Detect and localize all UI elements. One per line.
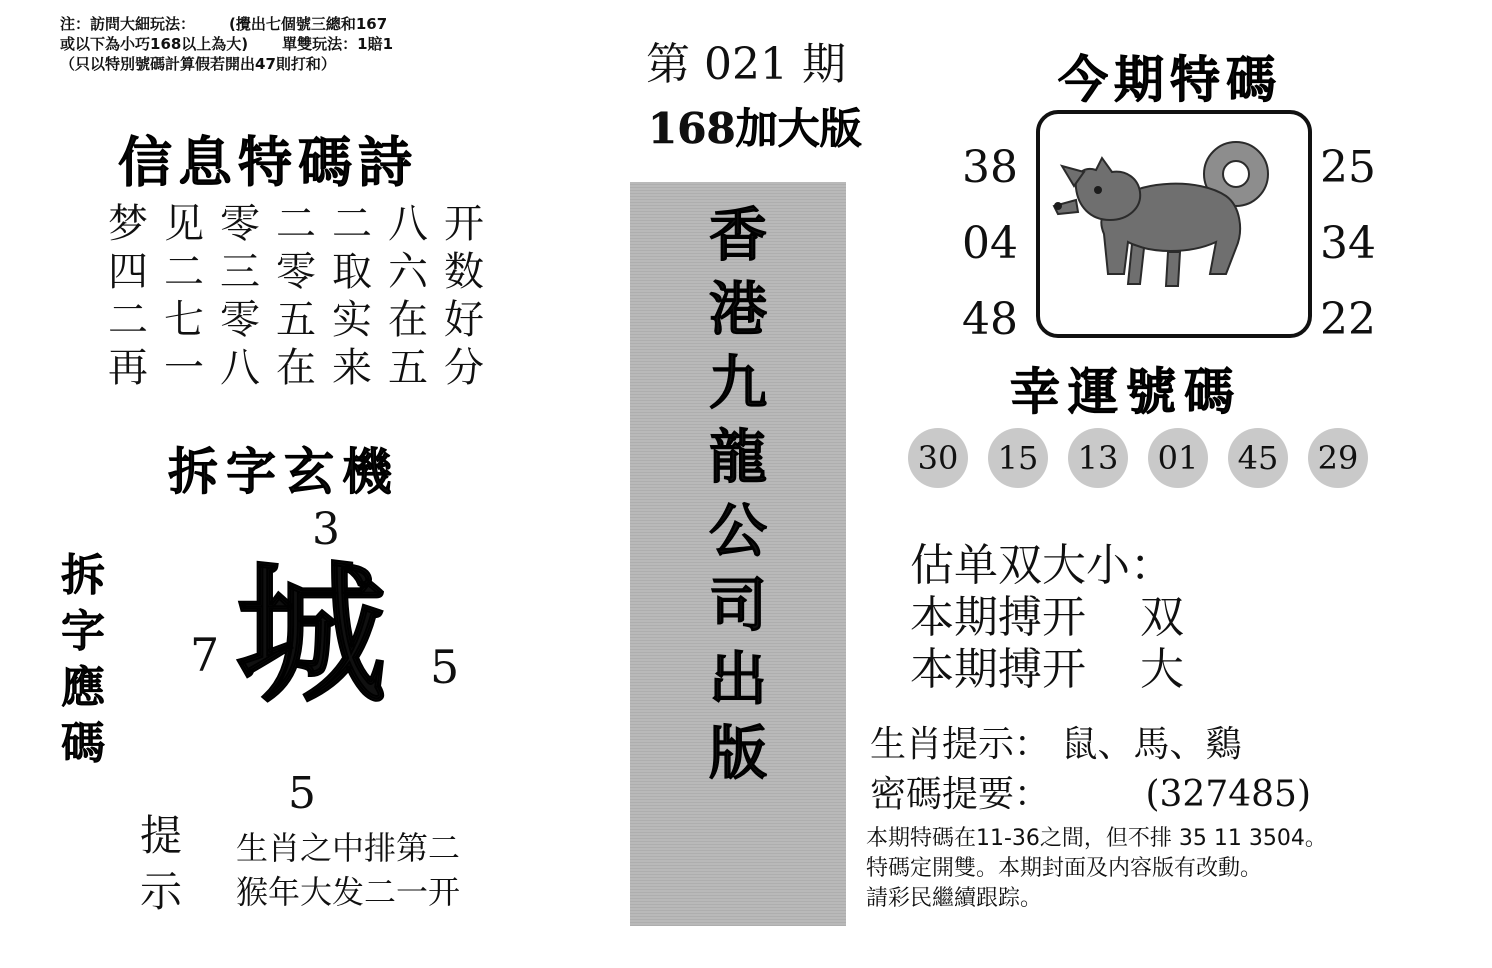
poem-column — [268, 200, 324, 392]
guess-line-3 — [910, 644, 1184, 696]
poem-char: 来 — [332, 345, 372, 391]
tema-number: 25 — [1320, 142, 1376, 193]
lucky-ball: 13 — [1068, 428, 1128, 488]
poem-char: 再 — [108, 345, 148, 391]
poem-char: 六 — [388, 249, 428, 295]
banner-char: 九 — [708, 349, 767, 417]
vertical-char: 字 — [61, 606, 105, 657]
chaizi-title: 拆字玄機 — [168, 442, 400, 501]
publisher-banner — [630, 182, 846, 926]
hint-label-char: 提 — [139, 811, 182, 860]
tema-left-numbers — [962, 130, 1018, 358]
chaizi-big-character: 城 — [236, 547, 387, 723]
note-line-2 — [60, 34, 580, 54]
lucky-ball: 29 — [1308, 428, 1368, 488]
lucky-numbers-title: 幸運號碼 — [1010, 362, 1242, 421]
zodiac-hint-label: 生肖提示： — [870, 724, 1051, 765]
poem-char: 五 — [276, 297, 316, 343]
tema-number: 48 — [962, 294, 1018, 345]
dog-icon — [1040, 114, 1300, 326]
vertical-char: 碼 — [61, 718, 105, 769]
banner-char: 版 — [708, 719, 767, 787]
hint-label — [126, 808, 196, 920]
banner-char: 香 — [708, 201, 767, 269]
vertical-char: 應 — [61, 662, 105, 713]
footer-line-3: 請彩民繼續跟踪。 — [866, 886, 1043, 911]
poem-title: 信息特碼詩 — [118, 130, 418, 194]
tema-animal-box — [1036, 110, 1312, 338]
footer-line-2: 特碼定開雙。本期封面及内容版有改動。 — [866, 856, 1263, 881]
lucky-ball: 15 — [988, 428, 1048, 488]
zodiac-hint-value: 鼠、馬、鷄 — [1061, 724, 1242, 765]
poem-char: 二 — [276, 201, 316, 247]
note-line-2a: 或以下為小巧168以上為大) — [60, 35, 249, 53]
note-line-2b: 單雙玩法：1賠1 — [282, 35, 394, 53]
poem-char: 五 — [388, 345, 428, 391]
tema-number: 04 — [962, 218, 1018, 269]
publisher-banner-text — [630, 198, 846, 790]
code-hint-value: (327485) — [1145, 774, 1311, 815]
banner-char: 出 — [708, 645, 767, 713]
footer-note — [866, 824, 1466, 914]
banner-char: 司 — [708, 571, 767, 639]
chaizi-number-bottom: 5 — [288, 768, 316, 819]
poem-char: 数 — [444, 249, 484, 295]
zodiac-hint-line — [870, 716, 1241, 767]
guess-line-1: 估单双大小： — [910, 540, 1174, 591]
poem-char: 二 — [332, 201, 372, 247]
poem-char: 取 — [332, 249, 372, 295]
note-line-1b: (攪出七個號三總和167 — [229, 15, 388, 33]
hint-line-1: 生肖之中排第二 — [236, 829, 461, 867]
poem-column — [100, 200, 156, 392]
note-line-3: （只以特別號碼計算假若開出47則打和） — [60, 55, 336, 73]
tema-title: 今期特碼 — [1058, 50, 1282, 109]
tema-right-numbers — [1320, 130, 1376, 358]
poem-char: 实 — [332, 297, 372, 343]
guess-line-3-value: 大 — [1140, 644, 1184, 695]
chaizi-number-left: 7 — [190, 628, 220, 682]
poem-char: 八 — [388, 201, 428, 247]
issue-number: 第 021 期 — [646, 39, 846, 90]
guess-line-2 — [910, 592, 1184, 644]
poem-column — [156, 200, 212, 392]
poem-column — [380, 200, 436, 392]
vertical-char: 拆 — [61, 550, 105, 601]
poem-char: 零 — [276, 249, 316, 295]
guess-spacer-2 — [1086, 644, 1140, 696]
poem-char: 三 — [220, 249, 260, 295]
poem-char: 七 — [164, 297, 204, 343]
top-note-block — [60, 14, 580, 74]
lucky-ball: 45 — [1228, 428, 1288, 488]
poem-char: 见 — [164, 201, 204, 247]
guess-line-2-value: 双 — [1140, 592, 1184, 643]
banner-char: 港 — [708, 275, 767, 343]
lucky-ball: 30 — [908, 428, 968, 488]
poem-char: 在 — [276, 345, 316, 391]
tema-number: 22 — [1320, 294, 1376, 345]
note-spacer-2 — [248, 34, 282, 54]
poem-char: 开 — [444, 201, 484, 247]
edition-label: 168加大版 — [648, 104, 862, 153]
poem-char: 在 — [388, 297, 428, 343]
note-spacer — [195, 14, 229, 34]
poem-char: 二 — [108, 297, 148, 343]
poem-char: 二 — [164, 249, 204, 295]
guess-block — [910, 540, 1184, 696]
banner-char: 龍 — [708, 423, 767, 491]
poem-char: 一 — [164, 345, 204, 391]
poem-char: 零 — [220, 201, 260, 247]
chaizi-number-top: 3 — [312, 504, 340, 555]
poem-column — [324, 200, 380, 392]
hint-label-char: 示 — [139, 867, 182, 916]
note-line-1 — [60, 14, 580, 34]
hint-line-2: 猴年大发二一开 — [236, 873, 461, 911]
code-hint-line — [870, 766, 1311, 817]
guess-line-3-label: 本期搏开 — [910, 644, 1086, 695]
poem-char: 好 — [444, 297, 484, 343]
poem-char: 零 — [220, 297, 260, 343]
chaizi-vertical-label — [52, 548, 114, 772]
chaizi-number-right: 5 — [430, 640, 460, 694]
poem-column — [212, 200, 268, 392]
poem-char: 分 — [444, 345, 484, 391]
poem-char: 四 — [108, 249, 148, 295]
lucky-ball: 01 — [1148, 428, 1208, 488]
note-line-1a: 注：訪問大細玩法： — [60, 15, 196, 33]
guess-line-2-label: 本期搏开 — [910, 592, 1086, 643]
poem-column — [436, 200, 492, 392]
code-hint-label: 密碼提要： — [870, 774, 1051, 815]
tema-number: 34 — [1320, 218, 1376, 269]
hint-lines — [236, 826, 460, 914]
tema-number: 38 — [962, 142, 1018, 193]
lucky-numbers-row — [908, 428, 1368, 488]
guess-spacer — [1086, 592, 1140, 644]
poem-char: 梦 — [108, 201, 148, 247]
banner-char: 公 — [708, 497, 767, 565]
footer-line-1: 本期特碼在11-36之間，但不排 35 11 3504。 — [866, 826, 1327, 851]
poem-grid — [100, 200, 492, 392]
poem-char: 八 — [220, 345, 260, 391]
